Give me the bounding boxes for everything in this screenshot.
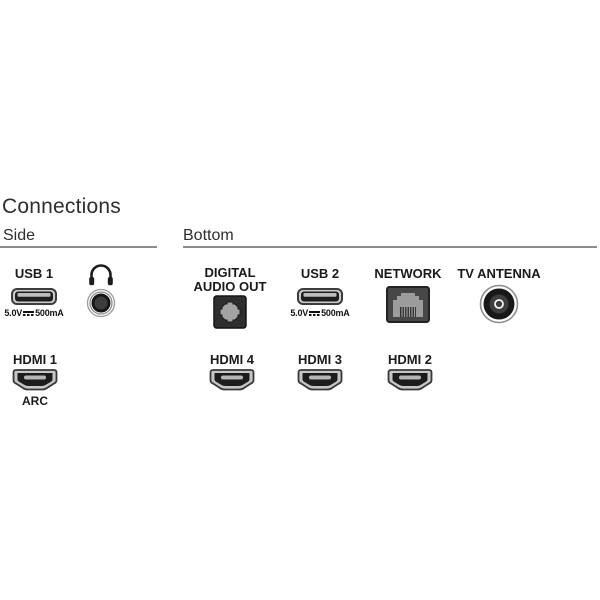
usb2-voltage-milliamps: 500mA xyxy=(321,308,350,318)
usb1-label: USB 1 xyxy=(14,266,54,281)
port-digital-audio-out xyxy=(180,266,280,329)
port-hdmi3 xyxy=(280,353,360,391)
usb1-voltage-label xyxy=(4,308,63,318)
hdmi2-label: HDMI 2 xyxy=(387,352,433,367)
side-section-rule xyxy=(0,246,157,248)
port-tv-antenna xyxy=(449,267,549,324)
audio-jack-icon xyxy=(86,287,116,319)
coax-antenna-port-icon xyxy=(479,284,519,324)
hdmi3-label: HDMI 3 xyxy=(297,352,343,367)
hdmi1-arc-label: ARC xyxy=(22,394,48,408)
port-hdmi1 xyxy=(1,353,69,407)
page-title: Connections xyxy=(2,195,121,218)
hdmi-port-icon xyxy=(387,369,433,391)
port-hdmi4 xyxy=(192,353,272,391)
hdmi4-label: HDMI 4 xyxy=(209,352,255,367)
usb1-voltage-milliamps: 500mA xyxy=(35,308,64,318)
section-label-bottom: Bottom xyxy=(183,227,234,244)
port-network xyxy=(363,267,453,323)
toslink-optical-port-icon xyxy=(213,295,247,329)
dc-symbol-icon xyxy=(23,310,34,318)
usb-port-icon xyxy=(11,288,57,305)
port-usb1 xyxy=(0,267,68,318)
ethernet-rj45-port-icon xyxy=(386,286,430,323)
usb2-voltage-label xyxy=(290,308,349,318)
digital-audio-label-line1: DIGITAL xyxy=(204,265,256,280)
tv-antenna-label: TV ANTENNA xyxy=(457,266,541,281)
hdmi-port-icon xyxy=(12,369,58,391)
port-hdmi2 xyxy=(370,353,450,391)
usb2-label: USB 2 xyxy=(300,266,340,281)
usb1-voltage-volts: 5.0V xyxy=(4,308,23,318)
dc-symbol-icon xyxy=(309,310,320,318)
section-label-side: Side xyxy=(3,227,36,244)
port-usb2 xyxy=(286,267,354,318)
usb2-voltage-volts: 5.0V xyxy=(290,308,309,318)
hdmi-port-icon xyxy=(297,369,343,391)
hdmi1-label: HDMI 1 xyxy=(12,352,58,367)
headphones-icon xyxy=(88,264,114,286)
bottom-section-rule xyxy=(183,246,597,248)
hdmi-port-icon xyxy=(209,369,255,391)
usb-port-icon xyxy=(297,288,343,305)
port-headphone-jack xyxy=(71,264,131,319)
network-label: NETWORK xyxy=(374,266,442,281)
digital-audio-label-line2: AUDIO OUT xyxy=(193,278,267,294)
